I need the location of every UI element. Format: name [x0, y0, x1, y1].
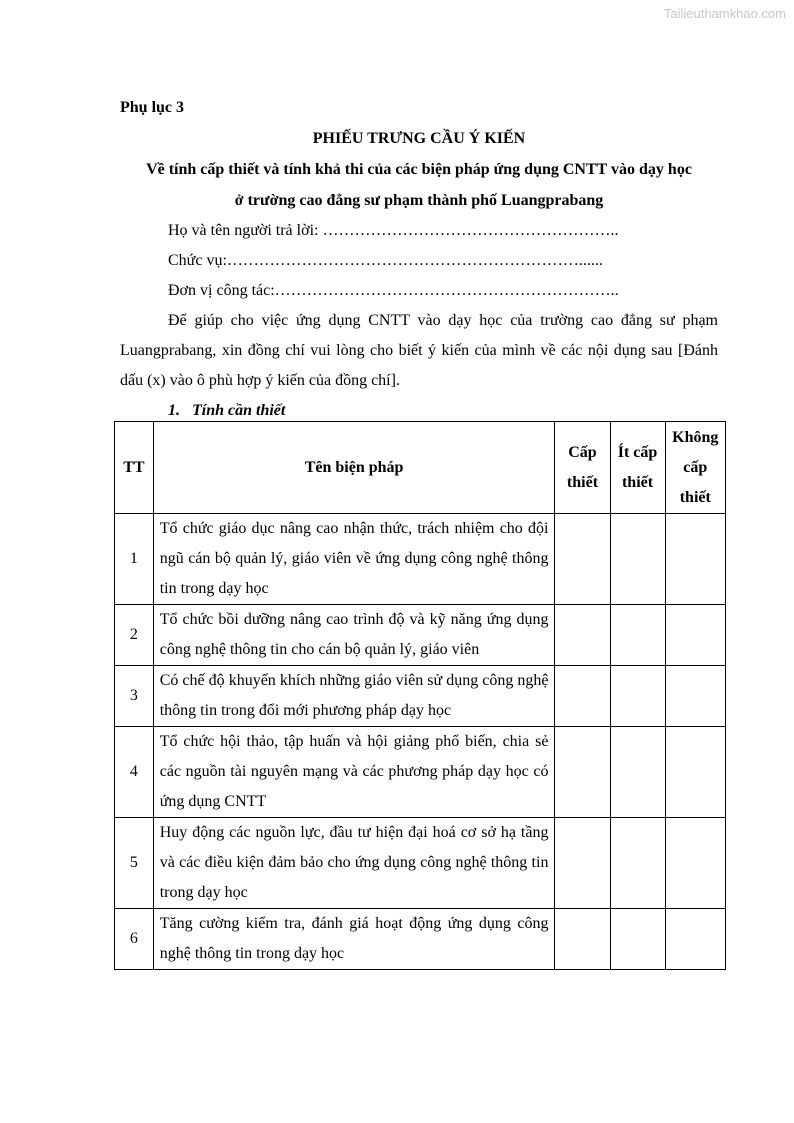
row-number: 5	[115, 818, 154, 909]
checkbox-necessary[interactable]	[555, 514, 610, 605]
respondent-name-field: Họ và tên người trả lời: ………………………………………………..	[168, 222, 619, 239]
row-measure: Tổ chức hội thảo, tập huấn và hội giảng phổ biến, chia sẻ các nguồn tài nguyên mạng và các phương pháp dạy học có ứng dụng CNTT	[153, 727, 555, 818]
checkbox-necessary[interactable]	[555, 727, 610, 818]
checkbox-not-necessary[interactable]	[665, 818, 725, 909]
row-measure: Có chế độ khuyến khích những giáo viên sử dụng công nghệ thông tin trong đổi mới phương pháp dạy học	[153, 666, 555, 727]
row-number: 3	[115, 666, 154, 727]
header-not-necessary	[665, 422, 725, 514]
header-not-line-1: Không	[672, 428, 719, 446]
document-subtitle-line-1: Về tính cấp thiết và tính khả thi của các biện pháp ứng dụng CNTT vào dạy học	[146, 161, 692, 178]
checkbox-less-necessary[interactable]	[610, 666, 665, 727]
checkbox-less-necessary[interactable]	[610, 514, 665, 605]
checkbox-not-necessary[interactable]	[665, 727, 725, 818]
header-necessary-line-2: thiết	[566, 473, 599, 491]
header-less-necessary	[610, 422, 665, 514]
header-less-line-1: Ít cấp	[617, 443, 658, 461]
table-row	[115, 514, 726, 605]
table-row	[115, 666, 726, 727]
checkbox-necessary[interactable]	[555, 909, 610, 970]
survey-table	[114, 421, 726, 970]
checkbox-necessary[interactable]	[555, 818, 610, 909]
checkbox-not-necessary[interactable]	[665, 514, 725, 605]
section-number: 1.	[168, 402, 180, 419]
header-necessary	[555, 422, 610, 514]
checkbox-less-necessary[interactable]	[610, 727, 665, 818]
row-number: 4	[115, 727, 154, 818]
document-subtitle-line-2: ở trường cao đẳng sư phạm thành phố Luangprabang	[234, 192, 604, 209]
document-title: PHIẾU TRƯNG CẦU Ý KIẾN	[312, 130, 526, 147]
table-row	[115, 818, 726, 909]
table-header-row	[115, 422, 726, 514]
header-not-line-2: cấp	[683, 458, 708, 476]
row-measure: Tổ chức bồi dưỡng nâng cao trình độ và kỹ năng ứng dụng công nghệ thông tin cho cán bộ quản lý, giáo viên	[153, 605, 555, 666]
table-row	[115, 727, 726, 818]
row-measure: Tổ chức giáo dục nâng cao nhận thức, trách nhiệm cho đội ngũ cán bộ quản lý, giáo viên về ứng dụng công nghệ thông tin trong dạy học	[153, 514, 555, 605]
checkbox-necessary[interactable]	[555, 605, 610, 666]
respondent-position-field: Chức vụ:…………………………………………………………......	[168, 252, 603, 269]
row-number: 1	[115, 514, 154, 605]
checkbox-less-necessary[interactable]	[610, 818, 665, 909]
header-not-line-3: thiết	[679, 488, 711, 506]
checkbox-necessary[interactable]	[555, 666, 610, 727]
row-measure: Huy động các nguồn lực, đầu tư hiện đại hoá cơ sở hạ tầng và các điều kiện đảm bảo cho ứng dụng công nghệ thông tin trong dạy học	[153, 818, 555, 909]
table-row	[115, 605, 726, 666]
watermark: Tailieuthamkhao.com	[663, 6, 786, 21]
header-name: Tên biện pháp	[153, 422, 555, 514]
checkbox-not-necessary[interactable]	[665, 666, 725, 727]
appendix-label: Phụ lục 3	[120, 99, 185, 116]
checkbox-not-necessary[interactable]	[665, 605, 725, 666]
row-measure: Tăng cường kiểm tra, đánh giá hoạt động ứng dụng công nghệ thông tin trong dạy học	[153, 909, 555, 970]
checkbox-less-necessary[interactable]	[610, 909, 665, 970]
table-row	[115, 909, 726, 970]
row-number: 2	[115, 605, 154, 666]
checkbox-not-necessary[interactable]	[665, 909, 725, 970]
section-title: Tính cần thiết	[192, 402, 286, 419]
header-less-line-2: thiết	[621, 473, 654, 491]
document-page	[120, 90, 718, 426]
intro-paragraph: Để giúp cho việc ứng dụng CNTT vào dạy học của trường cao đẳng sư phạm Luangprabang, xin đồng chí vui lòng cho biết ý kiến của mình về các nội dụng sau [Đánh dấu (x) vào ô phù hợp ý kiến của đồng chí].	[120, 312, 718, 389]
respondent-unit-field: Đơn vị công tác:………………………………………………………..	[168, 282, 619, 299]
header-necessary-line-1: Cấp	[568, 443, 597, 461]
row-number: 6	[115, 909, 154, 970]
checkbox-less-necessary[interactable]	[610, 605, 665, 666]
header-tt: TT	[115, 422, 154, 514]
